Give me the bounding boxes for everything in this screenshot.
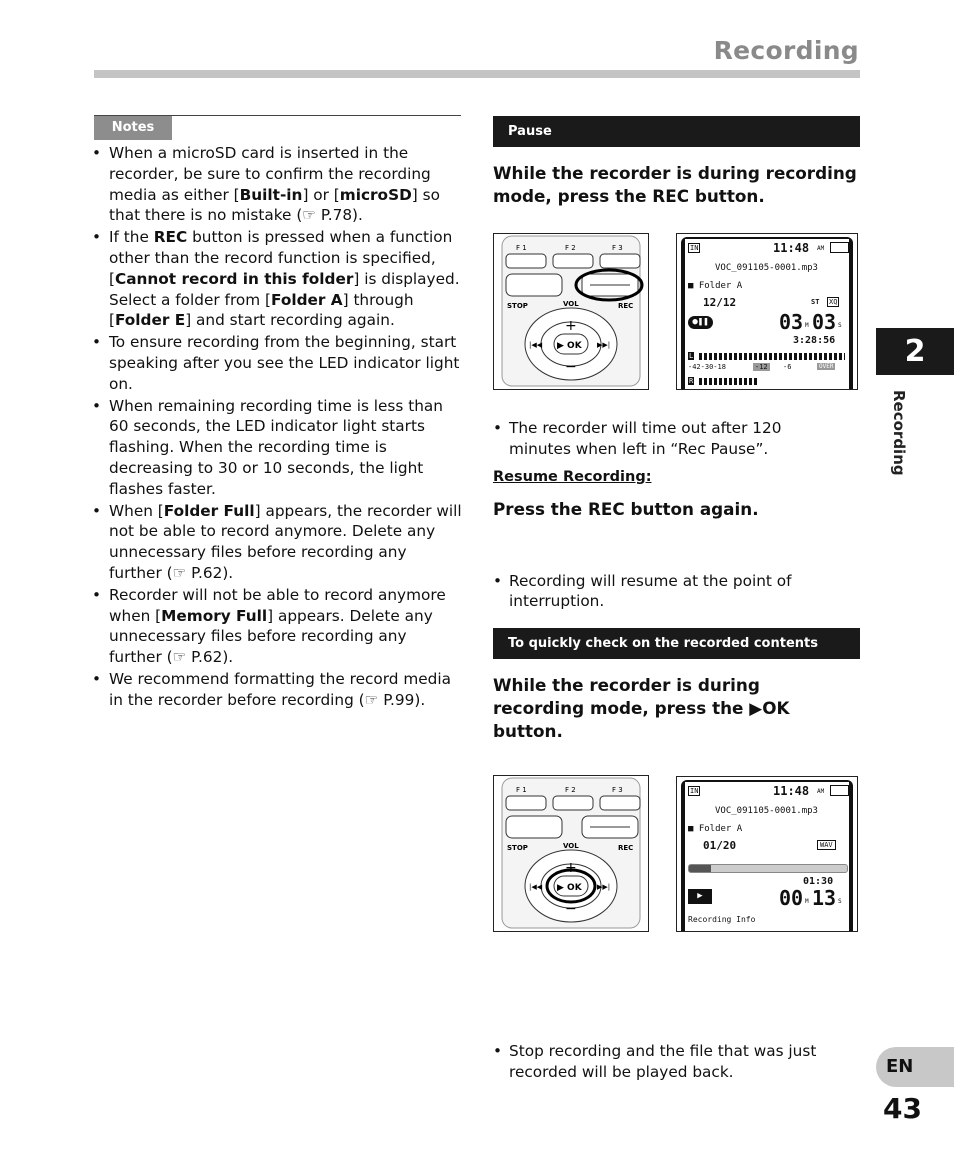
list-item: • When a microSD card is inserted in the recorder, be sure to confirm the recording media as either [Built-in] or [microSD] so that there is no mistake (☞ P.78).	[92, 143, 464, 226]
battery-icon	[830, 242, 849, 253]
recorder-illustration-rec	[493, 233, 649, 390]
svg-text:REC: REC	[618, 844, 634, 852]
svg-text:F 1: F 1	[516, 786, 527, 794]
list-item: • Recorder will not be able to record anymore when [Memory Full] appears. Delete any unnecessary files before recording any further (☞ P.62).	[92, 585, 464, 668]
chapter-tab: 2	[876, 328, 954, 375]
svg-text:−: −	[565, 901, 577, 917]
svg-text:VOL: VOL	[563, 842, 579, 850]
rec-pause-icon: ●❚❚	[688, 316, 713, 329]
list-item: • If the REC button is pressed when a function other than the record function is specified, [Cannot record in this folder] is displayed. Select a folder from [Folder A] through [Folder E] and start recording again.	[92, 227, 464, 331]
display-lcd: IN 11:48 AM VOC_091105-0001.mp3 ■ Folder A 01/20 WAV 01:30 ▶ 00 M 13 S Recording Info	[685, 782, 849, 931]
folder-name: ■ Folder A	[688, 281, 743, 291]
file-length: 01:30	[803, 876, 834, 887]
resume-heading: Press the REC button again.	[493, 499, 759, 519]
stop-label: STOP	[507, 302, 528, 310]
file-count: 12/12	[703, 296, 737, 309]
remaining-time: 3:28:56	[793, 335, 836, 346]
elapsed-seconds: 03	[812, 310, 837, 334]
list-item: • When [Folder Full] appears, the recorder will not be able to record anymore. Delete any unnecessary files before recording any further (☞ P.62).	[92, 501, 464, 584]
progress-bar	[688, 864, 848, 873]
header-rule	[94, 70, 860, 78]
display-illustration-play	[676, 776, 858, 932]
svg-text:F 2: F 2	[565, 786, 576, 794]
in-badge: IN	[690, 244, 699, 252]
svg-text:|◀◀: |◀◀	[529, 341, 543, 349]
check-bullet: • Stop recording and the file that was just recorded will be played back.	[493, 1041, 859, 1083]
clock: 11:48	[773, 784, 810, 798]
vol-label: VOL	[563, 300, 579, 308]
svg-text:+: +	[565, 860, 577, 876]
resume-label: Resume Recording:	[493, 469, 652, 485]
play-icon: ▶	[688, 889, 712, 904]
file-name: VOC_091105-0001.mp3	[715, 263, 818, 273]
play-seconds: 13	[812, 886, 837, 910]
file-count: 01/20	[703, 839, 737, 852]
battery-icon	[830, 785, 849, 796]
folder-name: ■ Folder A	[688, 824, 743, 834]
pause-bullet: • The recorder will time out after 120 minutes when left in “Rec Pause”.	[493, 418, 829, 460]
minus-label: −	[565, 359, 577, 375]
svg-text:▶▶|: ▶▶|	[597, 883, 611, 891]
recorder-buttons-icon	[494, 776, 647, 930]
resume-bullet: • Recording will resume at the point of interruption.	[493, 571, 849, 613]
recording-info: Recording Info	[688, 915, 756, 924]
quality-badge: XQ	[829, 298, 838, 306]
ok-label: ▶ OK	[557, 341, 582, 351]
pause-bar: Pause	[493, 116, 860, 147]
list-item: • We recommend formatting the record media in the recorder before recording (☞ P.99).	[92, 669, 464, 711]
clock: 11:48	[773, 241, 810, 255]
level-meter-l	[699, 353, 845, 360]
list-item: • To ensure recording from the beginning, start speaking after you see the LED indicator light on.	[92, 332, 464, 394]
page-title: Recording	[713, 36, 859, 65]
f1-label: F 1	[516, 244, 527, 252]
svg-text:▶▶|: ▶▶|	[597, 341, 611, 349]
recorder-illustration-ok	[493, 775, 649, 932]
chapter-label: Recording	[890, 390, 908, 476]
play-minutes: 00	[779, 886, 804, 910]
language-tab: EN	[876, 1047, 954, 1087]
list-item: • When remaining recording time is less than 60 seconds, the LED indicator light starts flashing. When the recording time is decreasing to 30 or 10 seconds, the light flashes faster.	[92, 396, 464, 500]
format-badge: WAV	[817, 840, 836, 850]
svg-text:|◀◀: |◀◀	[529, 883, 543, 891]
svg-text:▶ OK: ▶ OK	[557, 883, 582, 893]
plus-label: +	[565, 318, 577, 334]
recorder-buttons-icon	[494, 234, 647, 388]
notes-tag: Notes	[94, 116, 172, 140]
check-heading: While the recorder is during recording mode, press the ▶OK button.	[493, 675, 790, 741]
f2-label: F 2	[565, 244, 576, 252]
display-illustration-pause	[676, 233, 858, 390]
check-bar: To quickly check on the recorded contents	[493, 628, 860, 659]
file-name: VOC_091105-0001.mp3	[715, 806, 818, 816]
svg-text:F 3: F 3	[612, 786, 623, 794]
level-meter-r	[699, 378, 759, 385]
svg-text:STOP: STOP	[507, 844, 528, 852]
display-lcd: IN 11:48 AM VOC_091105-0001.mp3 ■ Folder A 12/12 ST XQ ●❚❚ 03 M 03 S 3:28:56 L -42-30-18 -12 -6 OVER R	[685, 239, 849, 389]
f3-label: F 3	[612, 244, 623, 252]
elapsed-minutes: 03	[779, 310, 804, 334]
notes-list	[92, 143, 464, 712]
page-number: 43	[883, 1092, 922, 1125]
pause-heading: While the recorder is during recording mode, press the REC button.	[493, 163, 857, 206]
meter-scale: -42-30-18	[688, 363, 726, 371]
rec-label: REC	[618, 302, 634, 310]
